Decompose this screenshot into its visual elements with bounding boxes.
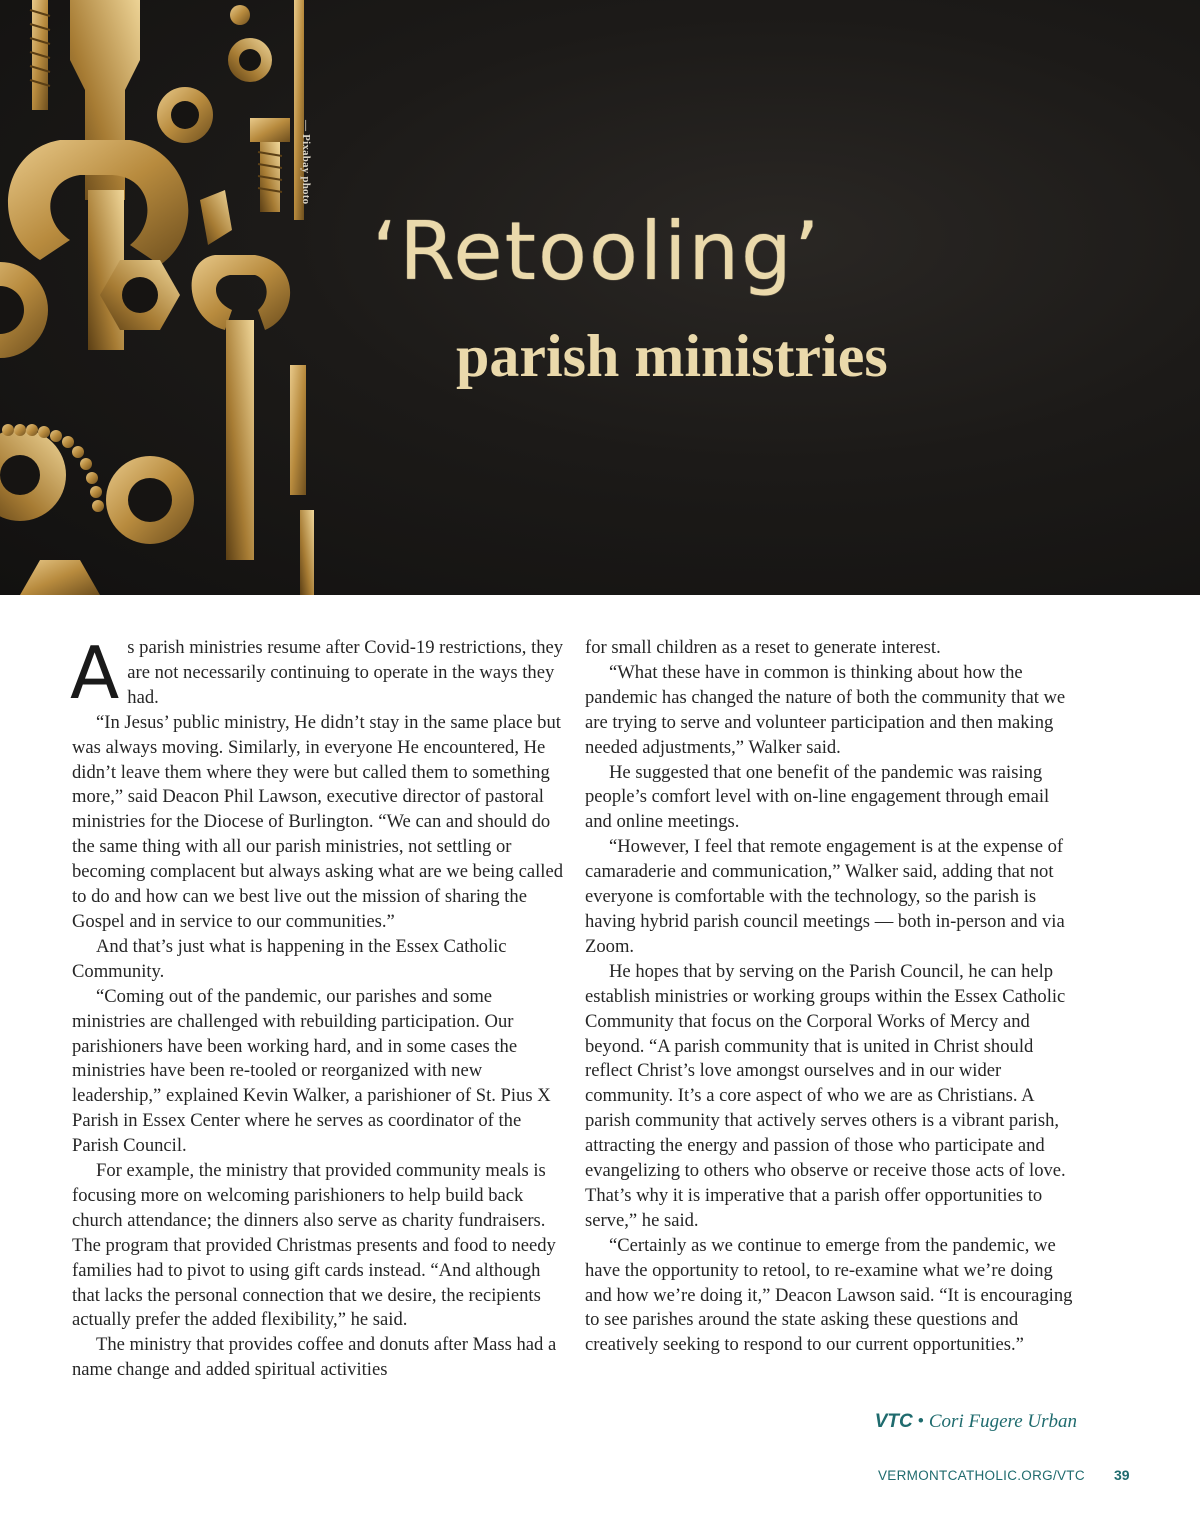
- byline-outlet: VTC: [874, 1411, 913, 1432]
- paragraph: And that’s just what is happening in the Essex Catholic Community.: [72, 935, 507, 982]
- paragraph: He hopes that by serving on the Parish Council, he can help establish ministries or working groups within the Essex Catholic Community that focus on the Corporal Works of Mercy and beyond. “A parish community that is united in Christ should reflect Christ’s love amongst ourselves and in our wider community. It’s a core aspect of who we are as Christians. A parish community that actively serves others is a vibrant parish, attracting the energy and passion of those who participate and evangelizing to others who observe or receive those acts of love. That’s why it is imperative that a parish offer opportunities to serve,” he said.: [585, 960, 1066, 1231]
- paragraph: He suggested that one benefit of the pandemic was raising people’s comfort level with on-line engagement through email and online meetings.: [585, 761, 1050, 833]
- anchor-icon: [200, 190, 232, 245]
- screw-icon: [30, 0, 50, 110]
- paragraph-text: s parish ministries resume after Covid-19 restrictions, they are not necessarily continuing to operate in the ways they had.: [127, 637, 564, 708]
- byline-author: Cori Fugere Urban: [928, 1411, 1077, 1432]
- drop-cap: A: [70, 631, 120, 715]
- paragraph: The ministry that provides coffee and donuts after Mass had a name change and added spiritual activities: [72, 1334, 557, 1381]
- footer-website-link[interactable]: VERMONTCATHOLIC.ORG/VTC: [878, 1468, 1085, 1483]
- hero-photo: [0, 0, 1200, 595]
- article-column-left: [70, 631, 564, 1383]
- paragraph: “In Jesus’ public ministry, He didn’t stay in the same place but was always moving. Similarly, in everyone He encountered, He didn’t leave them where they were but called them to something more,” said Deacon Phil Lawson, executive director of pastoral ministries for the Diocese of Burlington. “We can and should do the same thing with all our parish ministries, not settling or becoming complacent but always asking what are we being called to do and how can we best live out the mission of sharing the Gospel and in service to our communities.”: [72, 711, 564, 932]
- article-subtitle: parish ministries: [456, 323, 888, 389]
- paragraph: “However, I feel that remote engagement is at the expense of camaraderie and communication,” Walker said, adding that not everyone is comfortable with the technology, so the parish is having hybrid parish council meetings — both in-person and via Zoom.: [585, 836, 1065, 957]
- byline: [875, 1411, 1077, 1433]
- page-number: 39: [1114, 1467, 1130, 1483]
- paragraph: “Coming out of the pandemic, our parishes and some ministries are challenged with rebuilding participation. Our parishioners have been working hard, and in some cases the ministries have been re-tooled or reorganized with new leadership,” explained Kevin Walker, a parishioner of St. Pius X Parish in Essex Center where he serves as coordinator of the Parish Council.: [72, 985, 551, 1157]
- photo-credit: — Pixabay photo: [300, 120, 312, 205]
- bolt-icon: [250, 118, 290, 212]
- lead-paragraph: [70, 631, 564, 715]
- byline-separator: •: [912, 1411, 929, 1432]
- article-column-right: [585, 636, 1077, 1358]
- wrench-icon: [192, 255, 291, 560]
- screwdriver-bit-icon: [290, 365, 306, 495]
- paragraph: for small children as a reset to generate interest.: [585, 637, 941, 658]
- article-title: ‘Retooling’: [372, 205, 822, 298]
- gear-icon: [106, 456, 194, 544]
- paragraph: For example, the ministry that provided community meals is focusing more on welcoming parishioners to help build back church attendance; the dinners also serve as charity fundraisers. The program that provided Christmas presents and food to needy families had to pivot to using gift cards instead. “And although that lacks the personal connection that we desire, the recipients actually prefer the added flexibility,” he said.: [72, 1160, 556, 1331]
- paragraph: “What these have in common is thinking about how the pandemic has changed the nature of both the community that we are trying to serve and volunteer participation and then making needed adjustments,” Walker said.: [585, 661, 1066, 758]
- tools-illustration: [0, 0, 340, 595]
- paragraph: “Certainly as we continue to emerge from the pandemic, we have the opportunity to retool, to re-examine what we’re doing and how we’re doing it,” Deacon Lawson said. “It is encouraging to see parishes around the state asking these questions and creatively seeking to respond to our current opportunities.”: [585, 1234, 1073, 1356]
